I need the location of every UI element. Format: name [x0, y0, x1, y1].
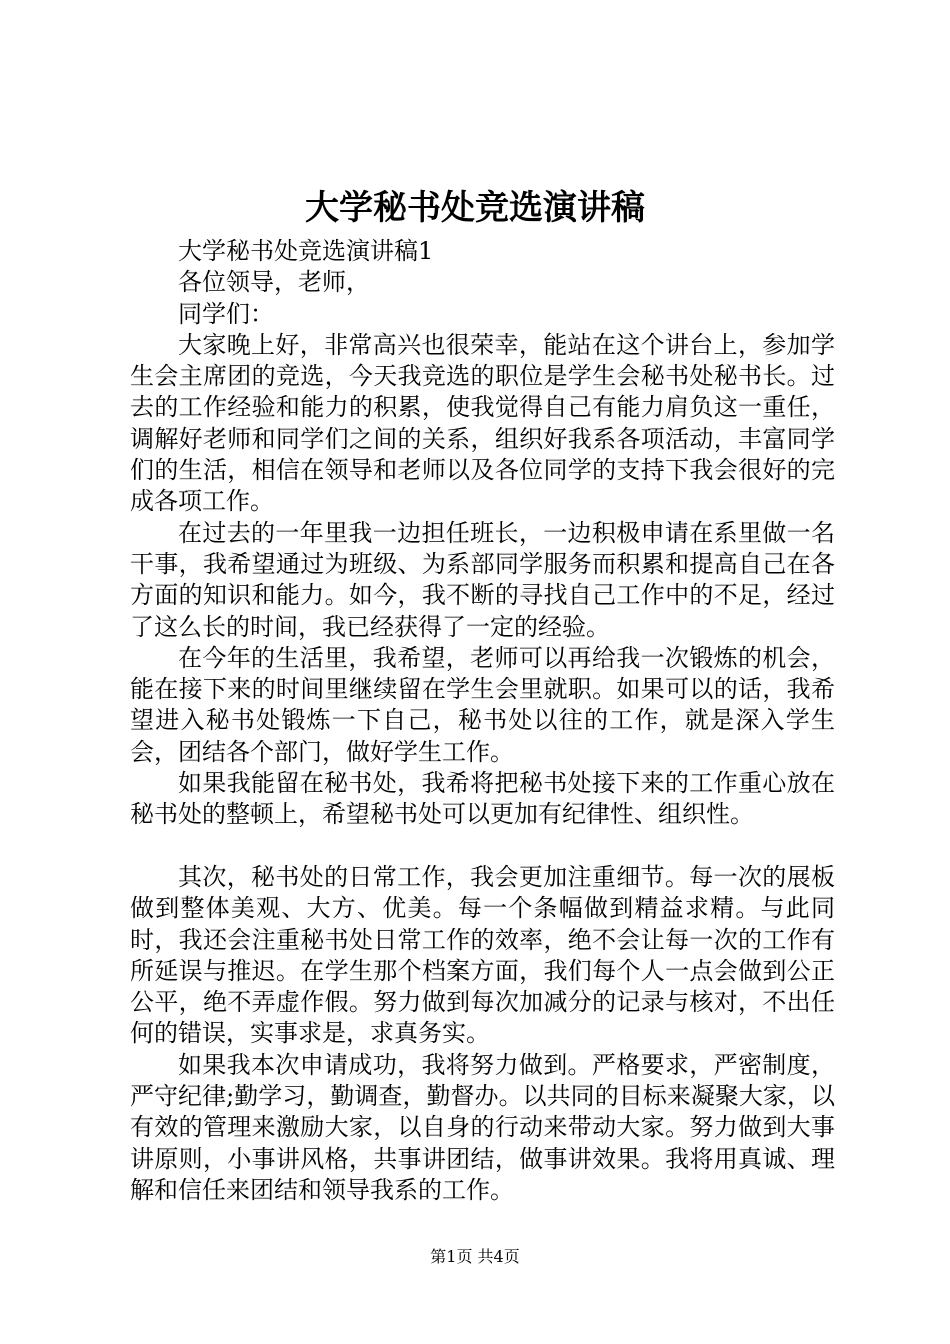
subtitle-line: 大学秘书处竞选演讲稿1	[178, 237, 434, 265]
body-paragraph: 在过去的一年里我一边担任班长，一边积极申请在系里做一名干事，我希望通过为班级、为系部同学服务而积累和提高自己在各方面的知识和能力。如今，我不断的寻找自己工作中的不足，经过了这么长的时间，我已经获得了一定的经验。	[130, 518, 835, 641]
body-paragraph: 如果我能留在秘书处，我希将把秘书处接下来的工作重心放在秘书处的整顿上，希望秘书处可以更加有纪律性、组织性。	[130, 769, 835, 829]
body-paragraph: 在今年的生活里，我希望，老师可以再给我一次锻炼的机会，能在接下来的时间里继续留在学生会里就职。如果可以的话，我希望进入秘书处锻炼一下自己，秘书处以往的工作，就是深入学生会，团结各个部门，做好学生工作。	[130, 643, 835, 766]
document-body	[130, 236, 835, 1206]
body-paragraph: 大家晚上好，非常高兴也很荣幸，能站在这个讲台上，参加学生会主席团的竞选，今天我竞选的职位是学生会秘书处秘书长。过去的工作经验和能力的积累，使我觉得自己有能力肩负这一重任，调解好老师和同学们之间的关系，组织好我系各项活动，丰富同学们的生活，相信在领导和老师以及各位同学的支持下我会很好的完成各项工作。	[130, 330, 835, 516]
page-number-footer: 第1页 共4页	[430, 1247, 520, 1266]
body-paragraph: 如果我本次申请成功，我将努力做到。严格要求，严密制度，严守纪律;勤学习，勤调查，勤督办。以共同的目标来凝聚大家，以有效的管理来激励大家，以自身的行动来带动大家。努力做到大事讲原则，小事讲风格，共事讲团结，做事讲效果。我将用真诚、理解和信任来团结和领导我系的工作。	[130, 1050, 835, 1204]
document-title: 大学秘书处竞选演讲稿	[305, 188, 645, 228]
salutation-line: 同学们：	[178, 299, 274, 328]
body-paragraph: 其次，秘书处的日常工作，我会更加注重细节。每一次的展板做到整体美观、大方、优美。每一个条幅做到精益求精。与此同时，我还会注重秘书处日常工作的效率，绝不会让每一次的工作有所延误与推迟。在学生那个档案方面，我们每个人一点会做到公正公平，绝不弄虚作假。努力做到每次加减分的记录与核对，不出任何的错误，实事求是，求真务实。	[130, 862, 835, 1048]
salutation-line: 各位领导，老师，	[178, 268, 370, 297]
